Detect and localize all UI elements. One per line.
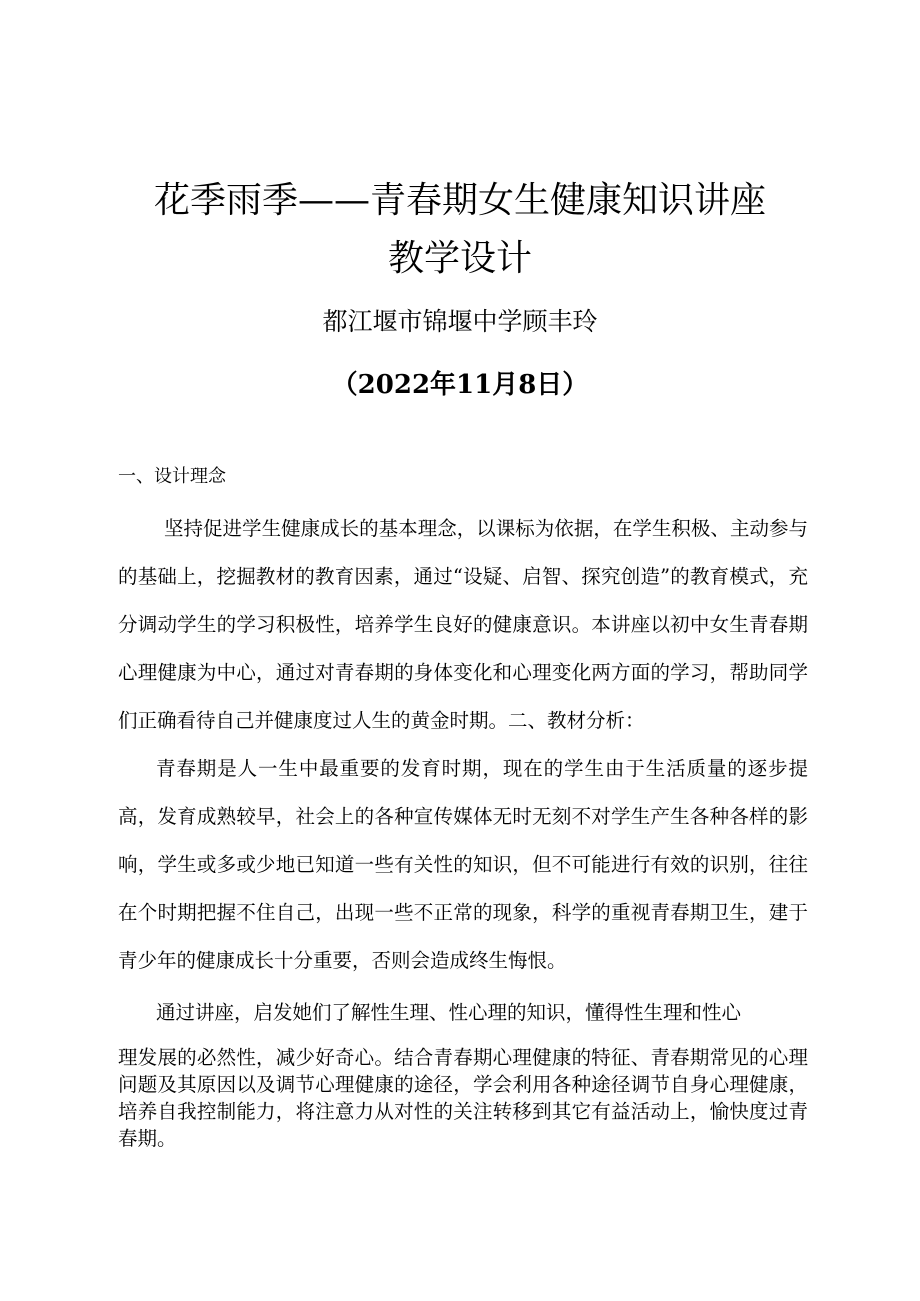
document-title: 花季雨季——青春期女生健康知识讲座: [153, 180, 766, 221]
paragraph-lecture-first-line: 通过讲座，启发她们了解性生理、性心理的知识，懂得性生理和性心: [156, 1001, 742, 1024]
document-subtitle: 教学设计: [387, 238, 532, 279]
author-line: 都江堰市锦堰中学顾丰玲: [322, 307, 598, 336]
section-heading: 一、设计理念: [118, 466, 226, 487]
paragraph-lecture-continued: 理发展的必然性，减少好奇心。结合青春期心理健康的特征、青春期常见的心理问题及其原因以及调节心理健康的途径，学会利用各种途径调节自身心理健康，培养自我控制能力，将注意力从对性的关注转移到其它有益活动上，愉快度过青春期。: [118, 1046, 808, 1150]
paragraph-material-analysis: 青春期是人一生中最重要的发育时期，现在的学生由于生活质量的逐步提高，发育成熟较早，社会上的各种宣传媒体无时无刻不对学生产生各种各样的影响，学生或多或少地已知道一些有关性的知识，但不可能进行有效的识别，往往在个时期把握不住自己，出现一些不正常的现象，科学的重视青春期卫生，建于青少年的健康成长十分重要，否则会造成终生悔恨。: [118, 757, 808, 972]
paragraph-design-concept: 坚持促进学生健康成长的基本理念，以课标为依据，在学生积极、主动参与的基础上，挖掘教材的教育因素，通过“设疑、启智、探究创造”的教育模式，充分调动学生的学习积极性，培养学生良好的健康意识。本讲座以初中女生青春期心理健康为中心，通过对青春期的身体变化和心理变化两方面的学习，帮助同学们正确看待自己并健康度过人生的黄金时期。二、教材分析：: [118, 517, 808, 732]
date-line: （2022年11月8日）: [331, 370, 589, 400]
